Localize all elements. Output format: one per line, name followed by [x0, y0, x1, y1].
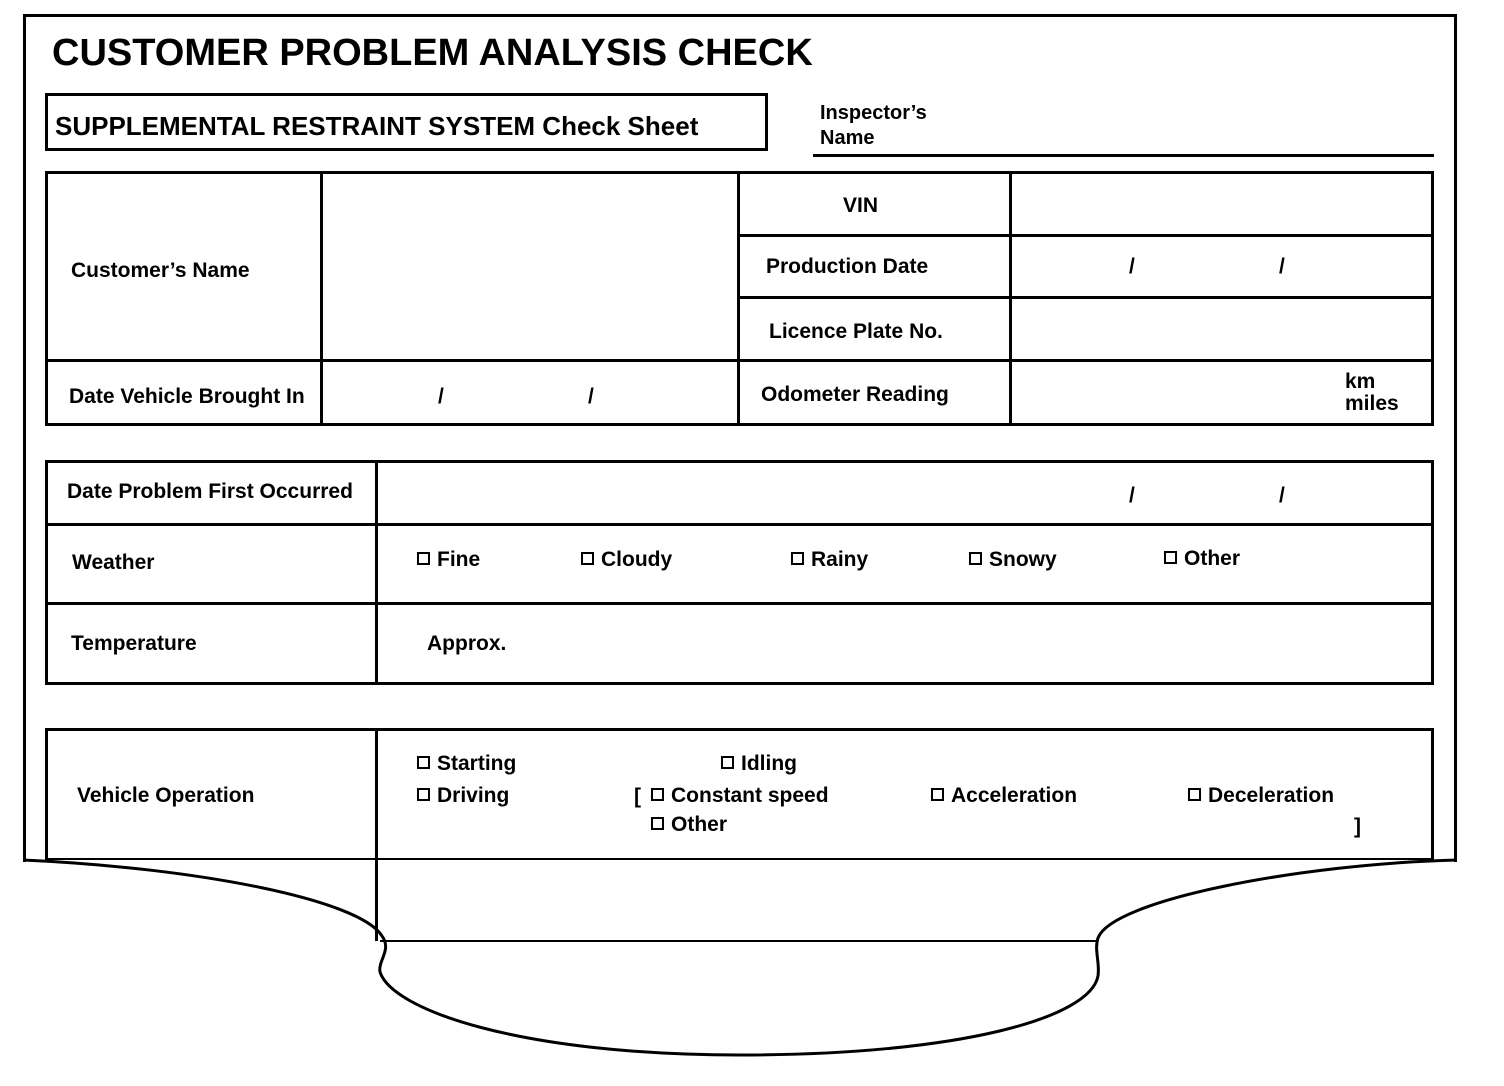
weather-option-label: Rainy	[811, 548, 869, 571]
driving-bracket-open: [	[634, 785, 641, 808]
driving-checkbox[interactable]	[417, 788, 430, 801]
odometer-unit-km: km	[1345, 370, 1376, 393]
sheet-border-left	[23, 14, 26, 862]
licence-plate-field[interactable]	[1015, 301, 1429, 357]
vin-field[interactable]	[1015, 176, 1429, 232]
operation-option-other[interactable]	[651, 814, 727, 835]
weather-option-label: Fine	[437, 548, 481, 571]
operation-border-right	[1431, 728, 1434, 861]
operation-option-label: Acceleration	[951, 784, 1078, 807]
conditions-divider	[375, 460, 378, 685]
operation-option-starting[interactable]	[417, 753, 516, 774]
weather-option-fine[interactable]	[417, 549, 480, 570]
licence-plate-label: Licence Plate No.	[769, 320, 943, 343]
conditions-row-line-2	[45, 602, 1434, 605]
inspector-name-label-line2: Name	[820, 127, 875, 149]
customer-name-label: Customer’s Name	[71, 259, 250, 282]
operation-border-top	[45, 728, 1434, 731]
inspector-name-underline	[813, 154, 1434, 157]
date-brought-in-label: Date Vehicle Brought In	[69, 385, 305, 408]
production-date-sep-1: /	[1129, 255, 1135, 278]
conditions-row-line-1	[45, 523, 1434, 526]
operation-option-label: Other	[671, 813, 728, 836]
date-first-occurred-sep-1: /	[1129, 484, 1135, 507]
date-brought-in-sep-2: /	[588, 385, 594, 408]
cloudy-checkbox[interactable]	[581, 552, 594, 565]
production-date-field[interactable]	[1015, 239, 1429, 295]
idling-checkbox[interactable]	[721, 756, 734, 769]
constant-speed-checkbox[interactable]	[651, 788, 664, 801]
date-first-occurred-field[interactable]	[381, 465, 1429, 521]
weather-option-label: Cloudy	[601, 548, 673, 571]
vehicle-info-row-line-1	[737, 234, 1434, 237]
vehicle-operation-label: Vehicle Operation	[77, 784, 255, 807]
operation-border-left	[45, 728, 48, 861]
temperature-field[interactable]	[520, 610, 1425, 678]
starting-checkbox[interactable]	[417, 756, 430, 769]
date-brought-in-sep-1: /	[438, 385, 444, 408]
vehicle-info-row-line-3	[45, 359, 1434, 362]
torn-page-edge	[0, 850, 1504, 1086]
sheet-border-top	[23, 14, 1457, 17]
weather-option-label: Snowy	[989, 548, 1057, 571]
weather-option-label: Other	[1184, 547, 1241, 570]
vehicle-info-divider-1	[320, 171, 323, 426]
operation-option-driving[interactable]	[417, 785, 509, 806]
operation-option-label: Driving	[437, 784, 510, 807]
odometer-label: Odometer Reading	[761, 383, 949, 406]
weather-option-other[interactable]	[1164, 548, 1240, 569]
date-first-occurred-sep-2: /	[1279, 484, 1285, 507]
vehicle-info-row-line-2	[737, 296, 1434, 299]
odometer-field[interactable]	[1015, 364, 1429, 422]
operation-option-label: Deceleration	[1208, 784, 1335, 807]
other-checkbox[interactable]	[1164, 551, 1177, 564]
check-sheet-title: SUPPLEMENTAL RESTRAINT SYSTEM Check Sheet	[55, 111, 699, 141]
sheet-border-right	[1454, 14, 1457, 862]
operation-option-label: Idling	[741, 752, 797, 775]
operation-option-label: Starting	[437, 752, 517, 775]
inspector-name-label-line1: Inspector’s	[820, 102, 927, 124]
torn-edge-curve	[23, 860, 1457, 1055]
operation-option-idling[interactable]	[721, 753, 797, 774]
operation-option-acceleration[interactable]	[931, 785, 1077, 806]
weather-label: Weather	[72, 551, 155, 574]
acceleration-checkbox[interactable]	[931, 788, 944, 801]
weather-option-rainy[interactable]	[791, 549, 868, 570]
snowy-checkbox[interactable]	[969, 552, 982, 565]
odometer-unit-miles: miles	[1345, 392, 1399, 415]
deceleration-checkbox[interactable]	[1188, 788, 1201, 801]
production-date-sep-2: /	[1279, 255, 1285, 278]
temperature-prefix: Approx.	[427, 632, 507, 655]
fine-checkbox[interactable]	[417, 552, 430, 565]
inspector-name-field[interactable]	[940, 112, 1430, 152]
weather-option-cloudy[interactable]	[581, 549, 672, 570]
rainy-checkbox[interactable]	[791, 552, 804, 565]
operation-option-label: Constant speed	[671, 784, 829, 807]
customer-name-field[interactable]	[326, 176, 734, 356]
operation-option-constant-speed[interactable]	[651, 785, 829, 806]
driving-bracket-close: ]	[1354, 815, 1361, 838]
form-title: CUSTOMER PROBLEM ANALYSIS CHECK	[52, 32, 813, 74]
temperature-label: Temperature	[71, 632, 197, 655]
operation-other-checkbox[interactable]	[651, 817, 664, 830]
date-brought-in-field[interactable]	[326, 364, 734, 422]
production-date-label: Production Date	[766, 255, 929, 278]
weather-option-snowy[interactable]	[969, 549, 1057, 570]
operation-option-deceleration[interactable]	[1188, 785, 1334, 806]
date-first-occurred-label: Date Problem First Occurred	[67, 480, 353, 503]
vin-label: VIN	[843, 194, 879, 217]
